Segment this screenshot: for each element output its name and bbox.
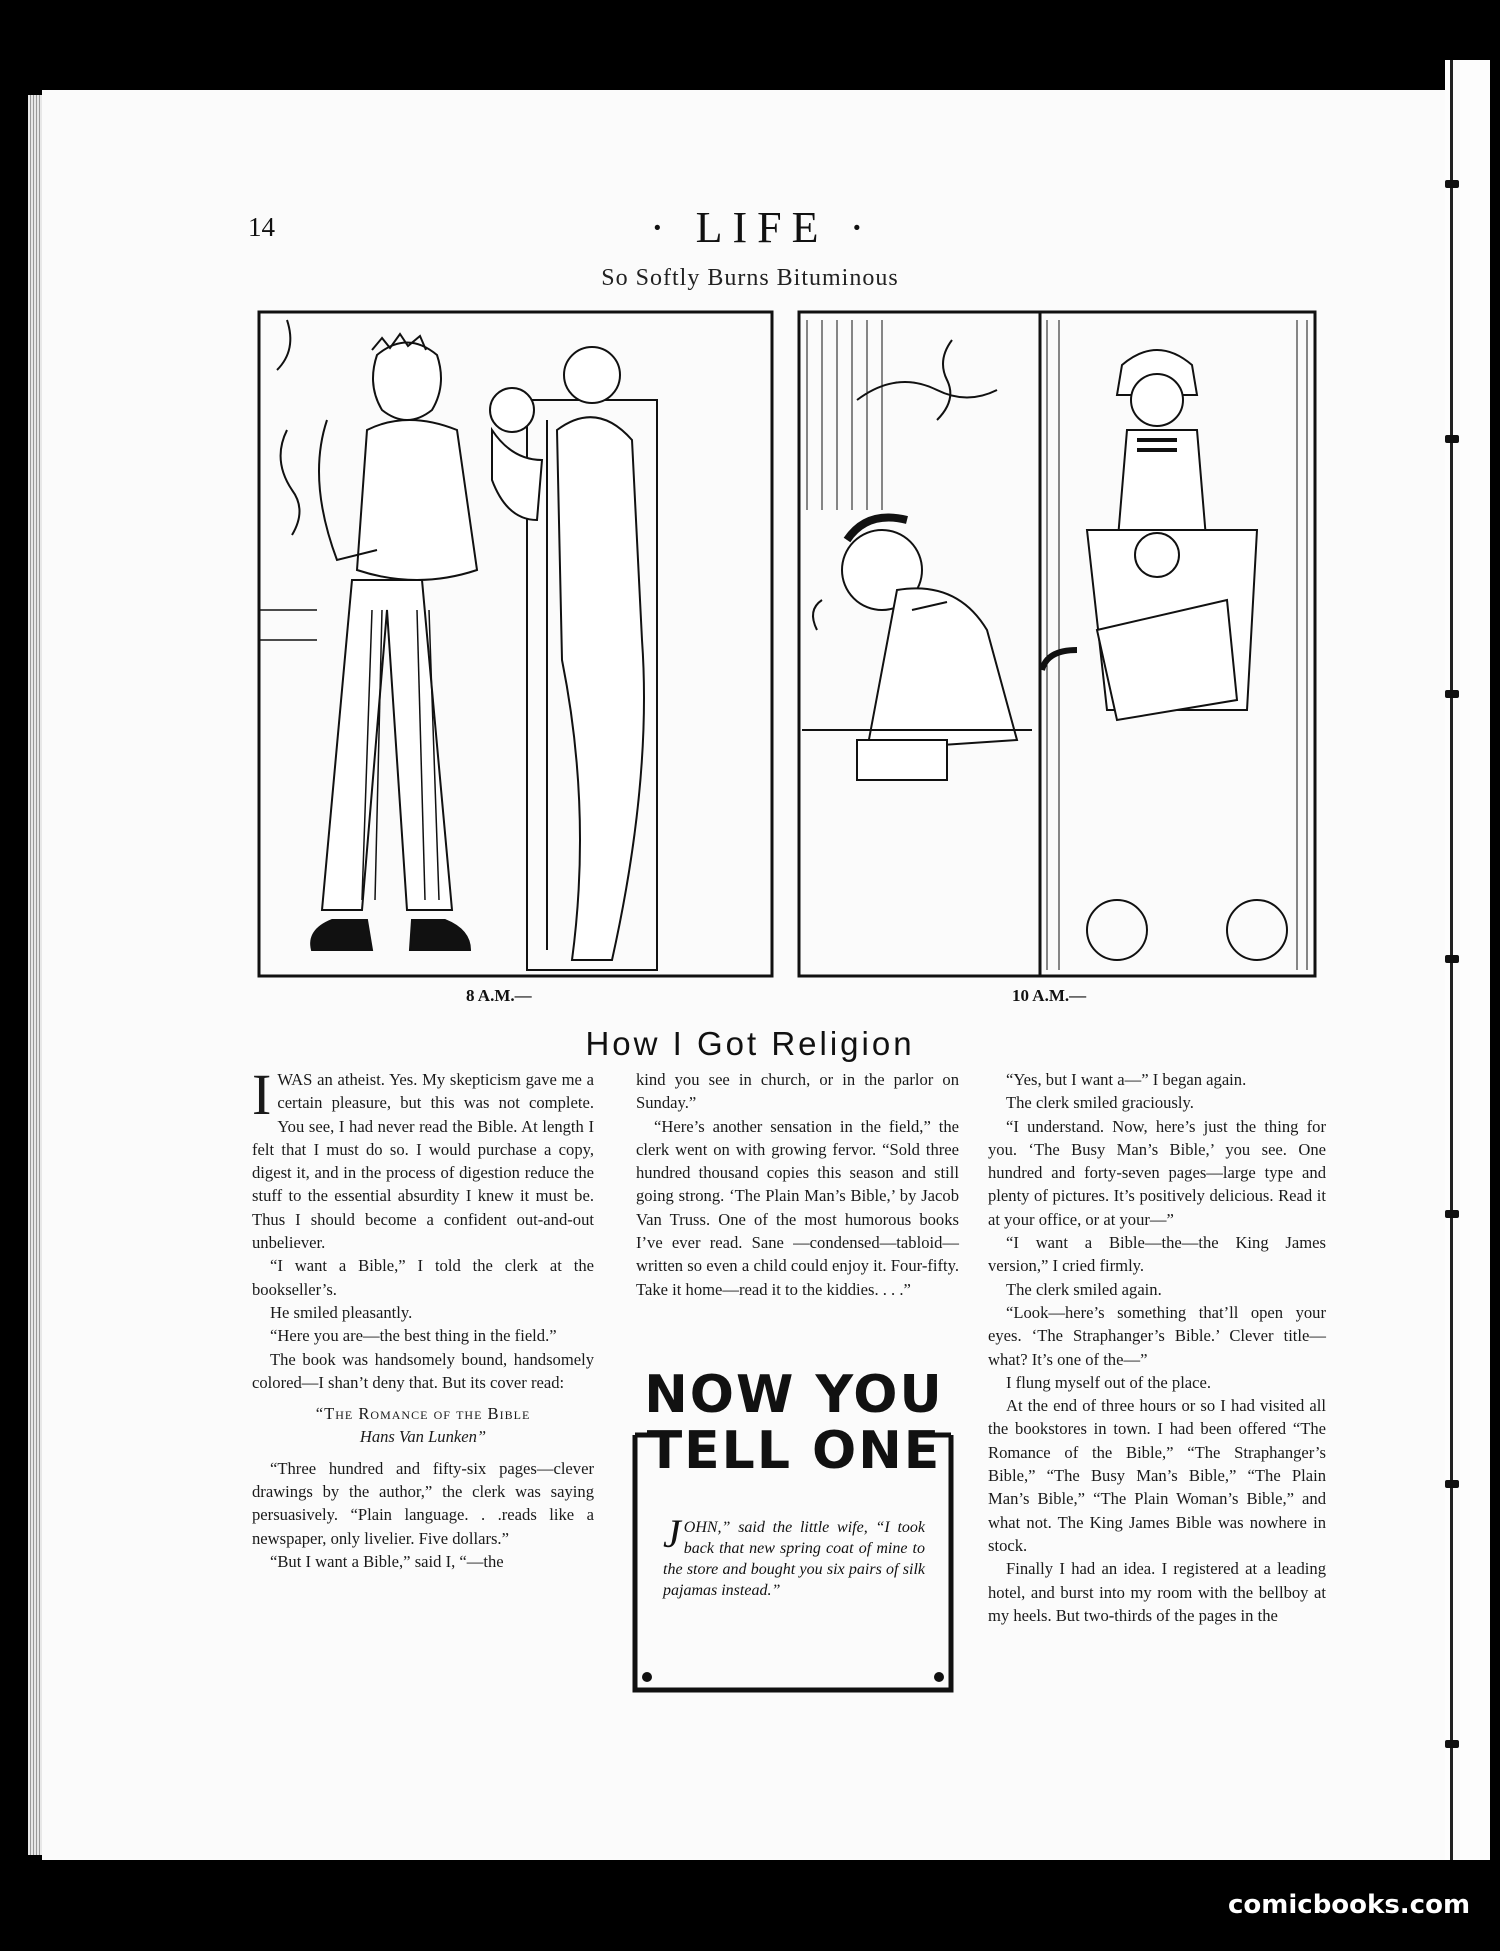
ad-headline-2: TELL ONE bbox=[646, 1421, 942, 1481]
drop-cap: I bbox=[252, 1062, 272, 1127]
caption-10am: 10 A.M.— bbox=[1012, 986, 1087, 1005]
paragraph: “But I want a Bible,” said I, “—the bbox=[270, 1551, 504, 1571]
ad-headline-1: NOW YOU bbox=[644, 1365, 944, 1425]
paragraph: “Look—here’s something that’ll open your eyes. ‘The Straphanger’s Bible.’ Clever title—what? It’s one of the—” bbox=[988, 1302, 1326, 1369]
paragraph: “I understand. Now, here’s just the thing for you. ‘The Busy Man’s Bible,’ you see. One hundred and forty-seven pages—large type and plenty of pictures. It’s positively delicious. Read it at your office, or at your—” bbox=[988, 1116, 1326, 1229]
ad-dropcap: J bbox=[663, 1511, 681, 1556]
caption-8am: 8 A.M.— bbox=[466, 986, 532, 1005]
paragraph: WAS an atheist. Yes. My skepticism gave me a certain pleasure, but this was not complete. You see, I had never read the Bible. At length I felt that I must do so. I would purchase a copy, digest it, and in the process of digestion reduce the stuff to the essential absurdity I knew it must be. Thus I should become a confident out-and-out unbeliever. bbox=[252, 1070, 594, 1253]
paragraph: He smiled pleasantly. bbox=[270, 1302, 413, 1322]
paragraph: At the end of three hours or so I had visited all the bookstores in town. I had been offered “The Romance of the Bible,” “The Straphanger’s Bible,” “The Busy Man’s Bible,” “The Plain Man’s Bible,” “The Plain Woman’s Bible,” and what not. The King James Bible was nowhere in stock. bbox=[988, 1396, 1326, 1555]
article-column-3 bbox=[988, 1068, 1326, 1627]
watermark: comicbooks.com bbox=[1228, 1890, 1471, 1920]
cartoon-illustration bbox=[257, 310, 1317, 980]
paragraph: The clerk smiled graciously. bbox=[1006, 1093, 1194, 1113]
paragraph: “I want a Bible—the—the King James version,” I cried firmly. bbox=[988, 1233, 1326, 1276]
paragraph: The clerk smiled again. bbox=[1006, 1279, 1162, 1299]
page-number: 14 bbox=[248, 212, 275, 242]
cartoon-panels bbox=[257, 310, 1317, 980]
paragraph: Finally I had an idea. I registered at a leading hotel, and burst into my room with the bellboy at my heels. But two-thirds of the pages in the bbox=[988, 1559, 1326, 1625]
paragraph: “Here’s another sensation in the field,” the clerk went on with growing fervor. “Sold three hundred thousand copies this season and still going strong. ‘The Plain Man’s Bible,’ by Jacob Van Truss. One of the most humorous books I’ve ever read. Sane —condensed—tabloid—written so even a child could enjoy it. Four-fifty. Take it home—read it to the kiddies. . . .” bbox=[636, 1116, 959, 1299]
paragraph: I flung myself out of the place. bbox=[1006, 1372, 1212, 1392]
ad-joke bbox=[663, 1511, 925, 1601]
ad-body: OHN,” said the little wife, “I took back that new spring coat of mine to the store and bought you six pairs of silk pajamas instead.” bbox=[663, 1519, 925, 1599]
paragraph: “Three hundred and fifty-six pages—clever drawings by the author,” the clerk was saying persuasively. “Plain language. . .reads like a newspaper, only livelier. Five dollars.” bbox=[252, 1458, 594, 1548]
masthead: · LIFE · bbox=[650, 203, 875, 252]
cartoon-title: So Softly Burns Bituminous bbox=[601, 265, 899, 291]
book-author: Hans Van Lunken” bbox=[359, 1427, 487, 1447]
article-column-1 bbox=[252, 1062, 594, 1573]
paragraph: “I want a Bible,” I told the clerk at the bookseller’s. bbox=[252, 1256, 594, 1299]
paragraph: kind you see in church, or in the parlor on Sunday.” bbox=[636, 1070, 959, 1113]
book-title: “The Romance of the Bible bbox=[315, 1404, 531, 1424]
paragraph: “Yes, but I want a—” I began again. bbox=[1006, 1070, 1247, 1089]
paragraph: “Here you are—the best thing in the field.” bbox=[270, 1326, 557, 1346]
now-you-tell-one-box bbox=[629, 1365, 959, 1700]
paragraph: The book was handsomely bound, handsomely colored—I shan’t deny that. But its cover read: bbox=[252, 1349, 594, 1392]
article-column-2 bbox=[636, 1068, 959, 1301]
binding-strip bbox=[1445, 60, 1490, 1860]
article-title: How I Got Religion bbox=[585, 1025, 915, 1062]
